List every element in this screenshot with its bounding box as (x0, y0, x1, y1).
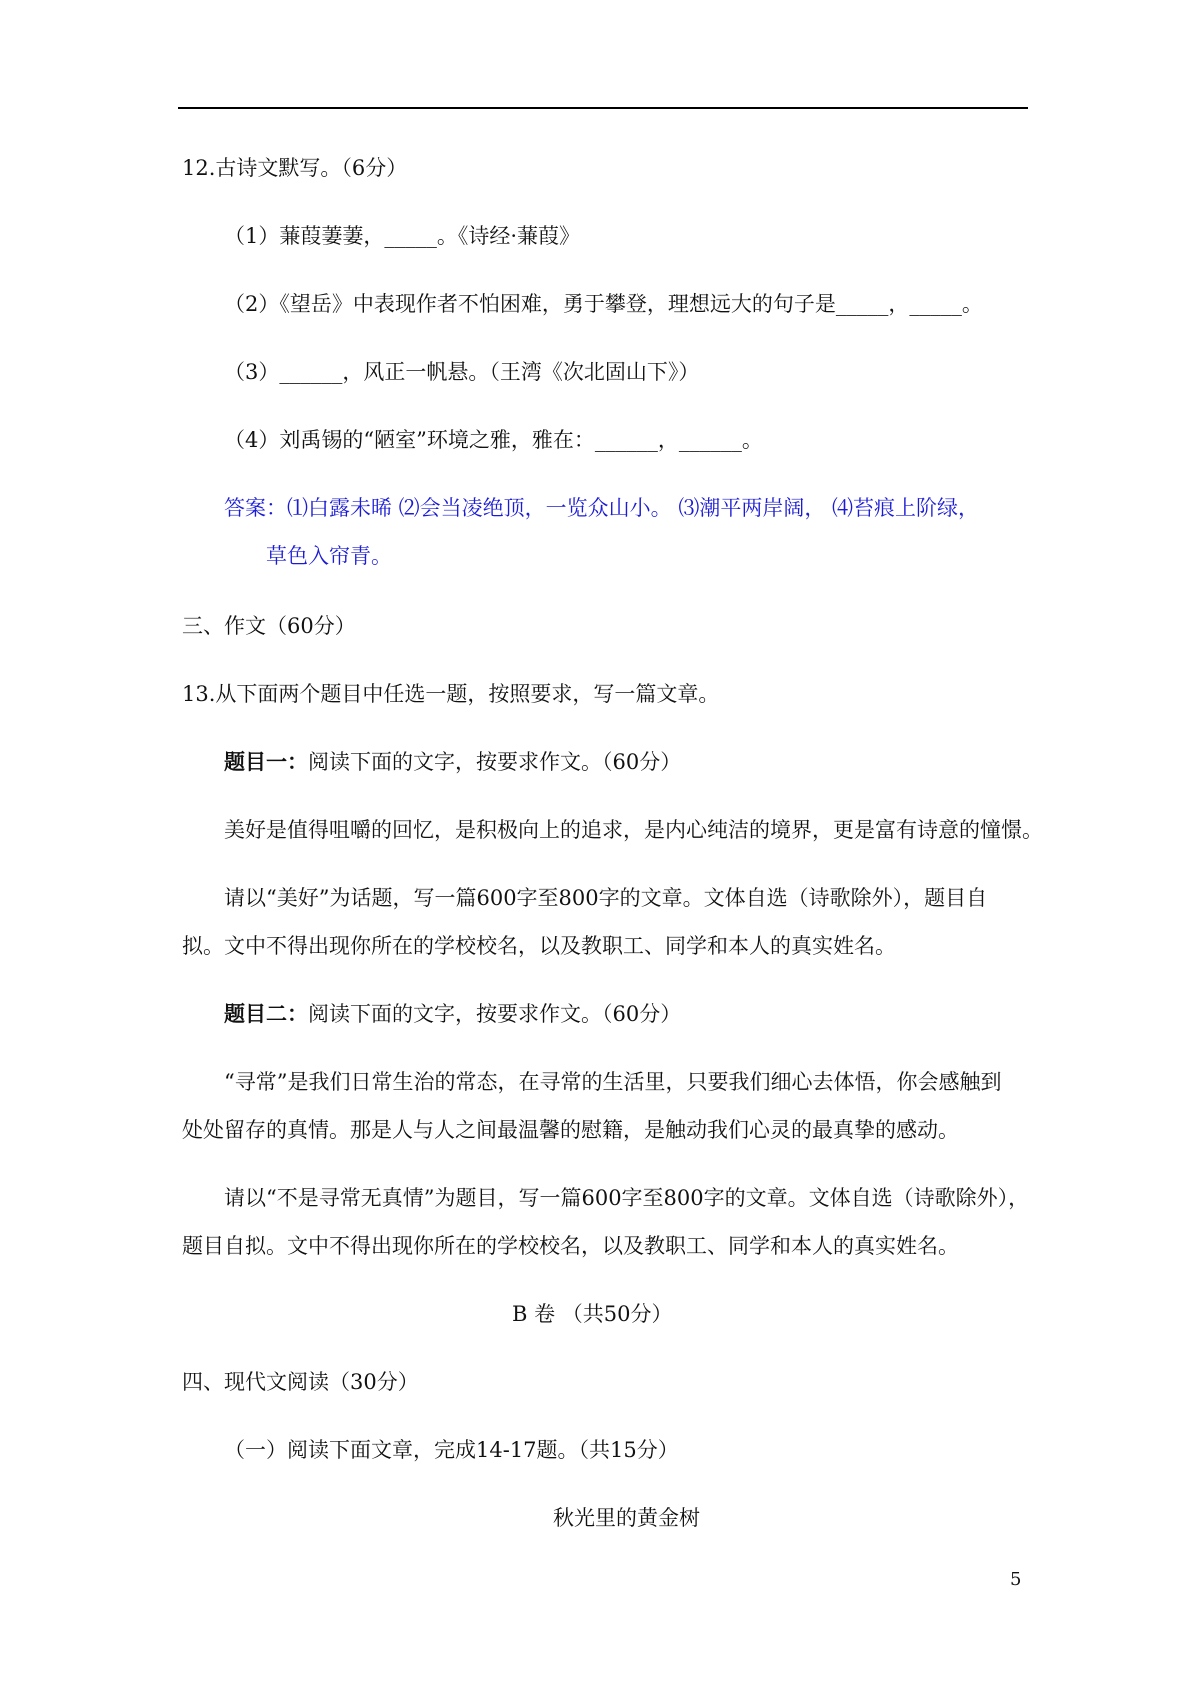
topic-1-label: 题目一： (224, 749, 308, 774)
question-12-item-3: （3）______，风正一帆悬。（王湾《次北固山下》） (224, 360, 700, 384)
article-title: 秋光里的黄金树 (553, 1506, 700, 1530)
section-4-subsection-1: （一）阅读下面文章，完成14-17题。（共15分） (224, 1438, 679, 1462)
section-4-title: 四、现代文阅读（30分） (182, 1370, 419, 1394)
topic-2-paragraph-2-line-1: 请以“不是寻常无真情”为题目，写一篇600字至800字的文章。文体自选（诗歌除外）， (224, 1186, 1030, 1210)
topic-1-paragraph-1: 美好是值得咀嚼的回忆，是积极向上的追求，是内心纯洁的境界，更是富有诗意的憧憬。 (224, 818, 1043, 842)
question-12-item-1: （1）蒹葭萋萋，_____。《诗经·蒹葭》 (224, 224, 581, 248)
page-number: 5 (1010, 1569, 1022, 1590)
topic-2-paragraph-1-line-2: 处处留存的真情。那是人与人之间最温馨的慰籍，是触动我们心灵的最真挚的感动。 (182, 1118, 959, 1142)
question-12-item-2: （2）《望岳》中表现作者不怕困难，勇于攀登，理想远大的句子是_____，_____。 (224, 292, 983, 316)
question-12-title: 12.古诗文默写。（6分） (182, 156, 408, 180)
topic-2-paragraph-1-line-1: “寻常”是我们日常生治的常态，在寻常的生活里，只要我们细心去体悟，你会感触到 (224, 1070, 1002, 1094)
topic-1-paragraph-2-line-2: 拟。文中不得出现你所在的学校校名，以及教职工、同学和本人的真实姓名。 (182, 934, 896, 958)
topic-2-heading (224, 1000, 681, 1028)
answer-line-2: 草色入帘青。 (266, 544, 392, 568)
header-rule (178, 107, 1028, 109)
topic-2-instruction: 阅读下面的文字，按要求作文。（60分） (308, 1002, 682, 1026)
topic-1-paragraph-2-line-1: 请以“美好”为话题，写一篇600字至800字的文章。文体自选（诗歌除外），题目自 (224, 886, 988, 910)
section-3-title: 三、作文（60分） (182, 614, 356, 638)
topic-2-paragraph-2-line-2: 题目自拟。文中不得出现你所在的学校校名，以及教职工、同学和本人的真实姓名。 (182, 1234, 959, 1258)
topic-2-label: 题目二： (224, 1001, 308, 1026)
question-12-item-4: （4）刘禹锡的“陋室”环境之雅，雅在：______，______。 (224, 428, 763, 452)
answer-line-1: 答案：⑴白露未晞 ⑵会当凌绝顶，一览众山小。 ⑶潮平两岸阔， ⑷苔痕上阶绿， (224, 496, 980, 520)
topic-1-instruction: 阅读下面的文字，按要求作文。（60分） (308, 750, 682, 774)
topic-1-heading (224, 748, 681, 776)
volume-b-title: B 卷 （共50分） (512, 1302, 673, 1326)
question-13-title: 13.从下面两个题目中任选一题，按照要求，写一篇文章。 (182, 682, 720, 706)
